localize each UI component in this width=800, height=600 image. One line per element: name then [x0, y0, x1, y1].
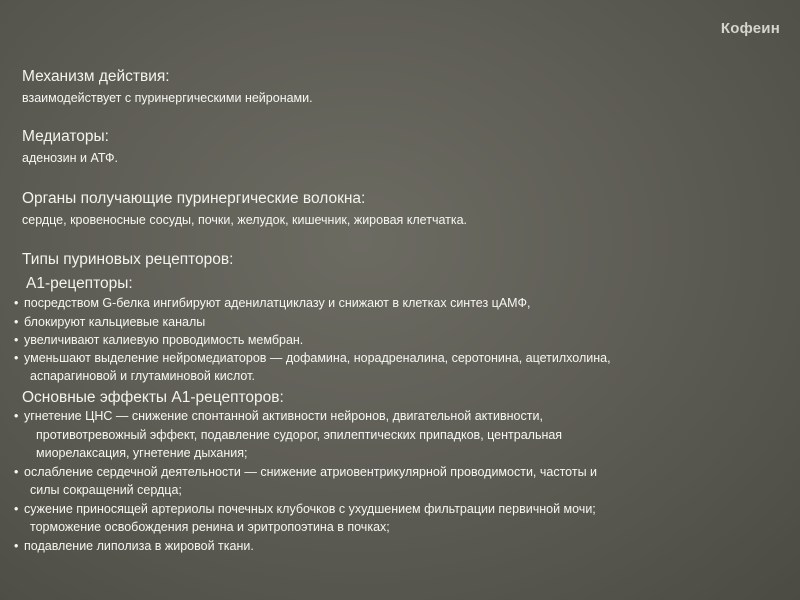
- bullet-icon: •: [14, 315, 19, 329]
- bullet-icon: •: [14, 502, 19, 516]
- list-item-text: сужение приносящей артериолы почечных клубочков с ухудшением фильтрации первичной мочи;: [24, 502, 596, 516]
- bullet-icon: •: [14, 539, 19, 553]
- list-item: [14, 351, 611, 365]
- mechanism-text: взаимодействует с пуринергическими нейронами.: [22, 91, 313, 105]
- mechanism-heading: Механизм действия:: [22, 68, 170, 85]
- bullet-icon: •: [14, 409, 19, 423]
- bullet-icon: •: [14, 465, 19, 479]
- list-item: [14, 333, 303, 347]
- list-item-continuation: миорелаксация, угнетение дыхания;: [36, 446, 248, 460]
- bullet-icon: •: [14, 333, 19, 347]
- bullet-icon: •: [14, 351, 19, 365]
- slide-title: Кофеин: [720, 20, 780, 37]
- list-item: [14, 409, 543, 423]
- mediators-heading: Медиаторы:: [22, 128, 109, 145]
- list-item-text: блокируют кальциевые каналы: [24, 315, 206, 329]
- list-item: [14, 315, 205, 329]
- list-item-text: посредством G-белка ингибируют аденилатциклазу и снижают в клетках синтез цАМФ,: [24, 296, 531, 310]
- mediators-text: аденозин и АТФ.: [22, 151, 119, 165]
- list-item: [14, 465, 597, 479]
- list-item-continuation: противотревожный эффект, подавление судорог, эпилептических припадков, центральная: [36, 428, 563, 442]
- list-item-continuation: торможение освобождения ренина и эритропоэтина в почках;: [30, 520, 390, 534]
- organs-heading: Органы получающие пуринергические волокна:: [22, 190, 366, 207]
- list-item-text: увеличивают калиевую проводимость мембран.: [24, 333, 304, 347]
- list-item: [14, 539, 254, 553]
- receptor-types-heading: Типы пуриновых рецепторов:: [22, 251, 234, 268]
- list-item: [14, 502, 596, 516]
- list-item-text: угнетение ЦНС — снижение спонтанной активности нейронов, двигательной активности,: [24, 409, 543, 423]
- organs-text: сердце, кровеносные сосуды, почки, желудок, кишечник, жировая клетчатка.: [22, 213, 468, 227]
- list-item-continuation: силы сокращений сердца;: [30, 483, 182, 497]
- list-item-text: уменьшают выделение нейромедиаторов — дофамина, норадреналина, серотонина, ацетилхолина,: [24, 351, 611, 365]
- list-item-text: ослабление сердечной деятельности — снижение атриовентрикулярной проводимости, частоты и: [24, 465, 598, 479]
- list-item-text: подавление липолиза в жировой ткани.: [24, 539, 254, 553]
- a1-receptors-subheading: А1-рецепторы:: [26, 275, 133, 292]
- list-item-continuation: аспарагиновой и глутаминовой кислот.: [30, 369, 255, 383]
- list-item: [14, 296, 530, 310]
- effects-heading: Основные эффекты А1-рецепторов:: [22, 389, 284, 406]
- bullet-icon: •: [14, 296, 19, 310]
